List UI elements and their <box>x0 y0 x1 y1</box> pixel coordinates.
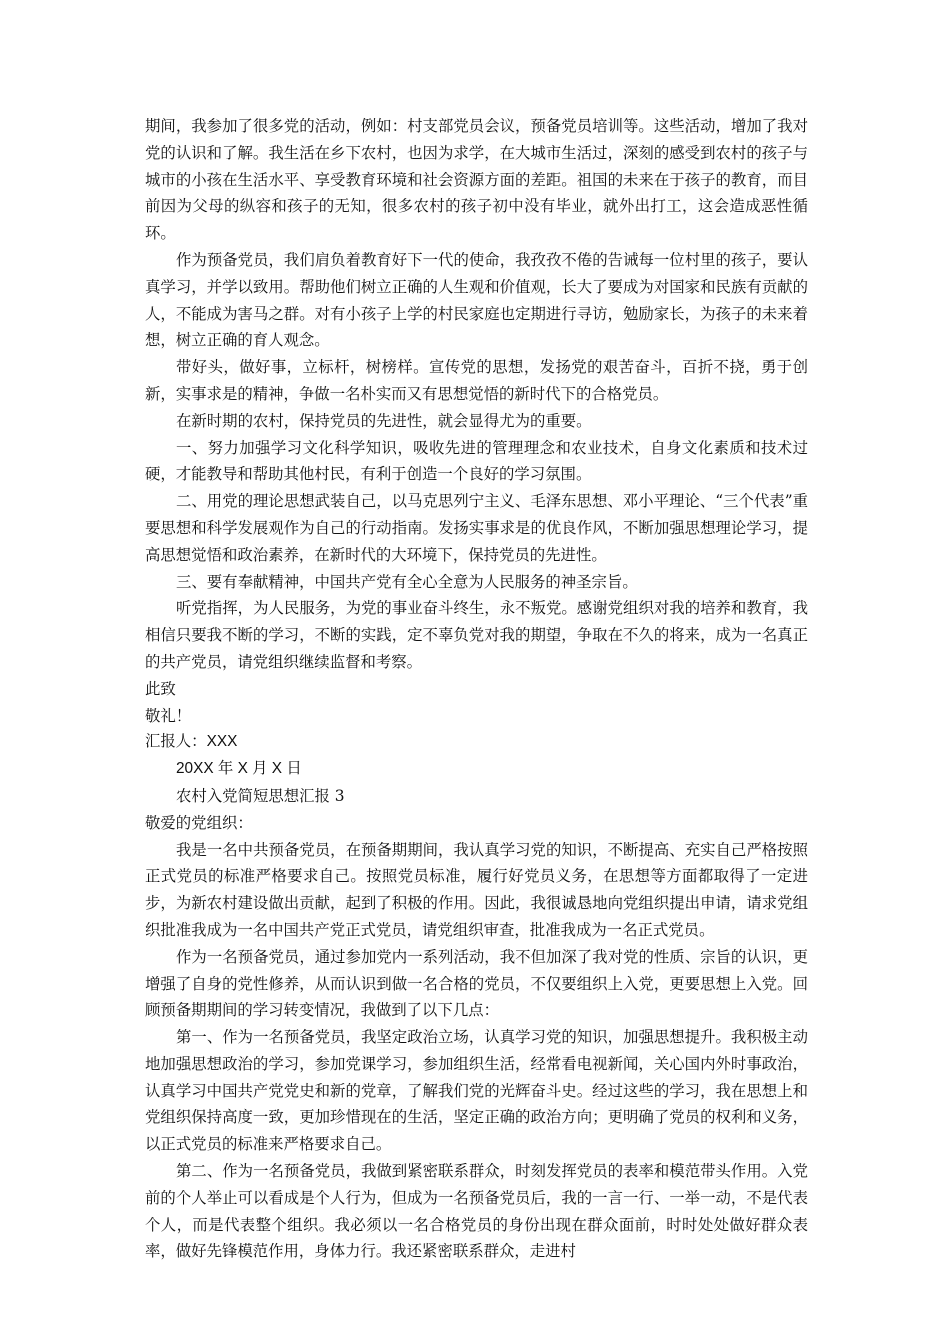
date-line: 20XX 年 X 月 X 日 <box>176 760 302 778</box>
paragraph: 第一、作为一名预备党员，我坚定政治立场，认真学习党的知识，加强思想提升。我积极主动地加强思想政治的学习，参加党课学习，参加组织生活，经常看电视新闻，关心国内外时事政治，认真学习中国共产党党史和新的党章，了解我们党的光辉奋斗史。经过这些的学习，我在思想上和党组织保持高度一致，更加珍惜现在的生活，坚定正确的政治方向；更明确了党员的权利和义务，以正式党员的标准来严格要求自己。 <box>145 1028 808 1154</box>
document-body <box>145 113 808 1265</box>
paragraph: 带好头，做好事，立标杆，树榜样。宣传党的思想，发扬党的艰苦奋斗，百折不挠，勇于创新，实事求是的精神，争做一名朴实而又有思想觉悟的新时代下的合格党员。 <box>145 358 808 403</box>
salutation: 敬爱的党组织： <box>145 813 253 832</box>
paragraph: 三、要有奉献精神，中国共产党有全心全意为人民服务的神圣宗旨。 <box>176 572 638 591</box>
paragraph: 在新时期的农村，保持党员的先进性，就会显得尤为的重要。 <box>176 411 592 430</box>
section-title: 农村入党简短思想汇报 3 <box>176 786 345 805</box>
paragraph: 期间，我参加了很多党的活动，例如：村支部党员会议，预备党员培训等。这些活动，增加了我对党的认识和了解。我生活在乡下农村，也因为求学，在大城市生活过，深刻的感受到农村的孩子与城市的小孩在生活水平、享受教育环境和社会资源方面的差距。祖国的未来在于孩子的教育，而目前因为父母的纵容和孩子的无知，很多农村的孩子初中没有毕业，就外出打工，这会造成恶性循环。 <box>145 117 808 243</box>
paragraph: 第二、作为一名预备党员，我做到紧密联系群众，时刻发挥党员的表率和模范带头作用。入党前的个人举止可以看成是个人行为，但成为一名预备党员后，我的一言一行、一举一动，不是代表个人，而是代表整个组织。我必须以一名合格党员的身份出现在群众面前，时时处处做好群众表率，做好先锋模范作用，身体力行。我还紧密联系群众，走进村 <box>145 1162 808 1261</box>
closing-line: 敬礼！ <box>145 706 192 725</box>
paragraph: 二、用党的理论思想武装自己，以马克思列宁主义、毛泽东思想、邓小平理论、“三个代表”重要思想和科学发展观作为自己的行动指南。发扬实事求是的优良作风，不断加强思想理论学习，提高思想觉悟和政治素养，在新时代的大环境下，保持党员的先进性。 <box>145 492 808 564</box>
paragraph: 作为一名预备党员，通过参加党内一系列活动，我不但加深了我对党的性质、宗旨的认识，更增强了自身的党性修养，从而认识到做一名合格的党员，不仅要组织上入党，更要思想上入党。回顾预备期期间的学习转变情况，我做到了以下几点： <box>145 947 808 1020</box>
paragraph: 我是一名中共预备党员，在预备期期间，我认真学习党的知识，不断提高、充实自己严格按照正式党员的标准严格要求自己。按照党员标准，履行好党员义务，在思想等方面都取得了一定进步，为新农村建设做出贡献，起到了积极的作用。因此，我很诚恳地向党组织提出申请，请求党组织批准我成为一名中国共产党正式党员，请党组织审查，批准我成为一名正式党员。 <box>145 840 808 939</box>
reporter-line: 汇报人：XXX <box>145 733 238 751</box>
closing-line: 此致 <box>145 679 176 698</box>
paragraph: 作为预备党员，我们肩负着教育好下一代的使命，我孜孜不倦的告诫每一位村里的孩子，要认真学习，并学以致用。帮助他们树立正确的人生观和价值观，长大了要成为对国家和民族有贡献的人，不能成为害马之群。对有小孩子上学的村民家庭也定期进行寻访，勉励家长，为孩子的未来着想，树立正确的育人观念。 <box>145 250 808 350</box>
paragraph: 听党指挥，为人民服务，为党的事业奋斗终生，永不叛党。感谢党组织对我的培养和教育，我相信只要我不断的学习，不断的实践，定不辜负党对我的期望，争取在不久的将来，成为一名真正的共产党员，请党组织继续监督和考察。 <box>145 599 808 671</box>
paragraph: 一、努力加强学习文化科学知识，吸收先进的管理理念和农业技术，自身文化素质和技术过硬，才能教导和帮助其他村民，有利于创造一个良好的学习氛围。 <box>145 438 808 484</box>
